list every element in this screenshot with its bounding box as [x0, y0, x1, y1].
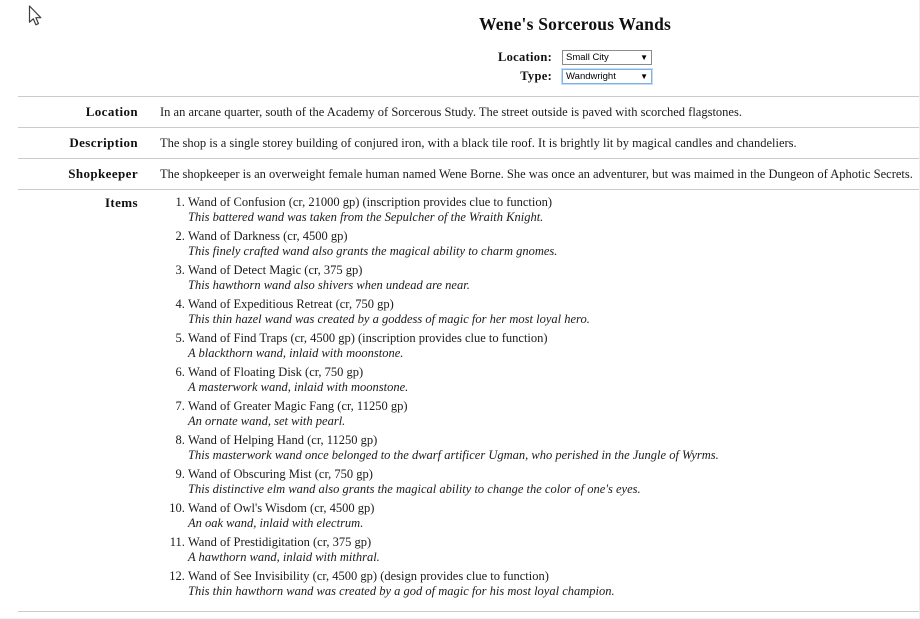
table-row-description	[18, 128, 920, 159]
item-name: 11. Wand of Prestidigitation (cr, 375 gp)	[188, 535, 372, 549]
dropdown-arrow-icon: ▼	[640, 72, 649, 81]
item-flavor: This hawthorn wand also shivers when undead are near.	[188, 278, 470, 292]
location-label: Location:	[497, 50, 553, 64]
item-name: 1. Wand of Confusion (cr, 21000 gp) (inscription provides clue to function)	[188, 195, 553, 209]
item-flavor: This thin hazel wand was created by a goddess of magic for her most loyal hero.	[188, 312, 590, 326]
list-item	[188, 229, 920, 259]
list-item	[188, 263, 920, 293]
item-flavor: This finely crafted wand also grants the magical ability to charm gnomes.	[188, 244, 558, 258]
item-name: 4. Wand of Expeditious Retreat (cr, 750 gp)	[188, 297, 394, 311]
list-item	[188, 331, 920, 361]
table-row-location	[18, 97, 920, 128]
item-flavor: This battered wand was taken from the Sepulcher of the Wraith Knight.	[188, 210, 544, 224]
row-label: Shopkeeper	[68, 166, 138, 181]
shop-info-table	[18, 96, 920, 612]
row-text: The shop is a single storey building of conjured iron, with a black tile roof. It is brightly lit by magical candles and chandeliers.	[160, 136, 797, 150]
item-flavor: A blackthorn wand, inlaid with moonstone.	[188, 346, 404, 360]
item-name: 3. Wand of Detect Magic (cr, 375 gp)	[188, 263, 363, 277]
table-row-shopkeeper	[18, 159, 920, 190]
list-item	[188, 569, 920, 599]
item-name: 6. Wand of Floating Disk (cr, 750 gp)	[188, 365, 364, 379]
page	[0, 14, 920, 612]
list-item	[188, 195, 920, 225]
items-list	[160, 195, 920, 599]
item-name: 8. Wand of Helping Hand (cr, 11250 gp)	[188, 433, 378, 447]
row-text	[138, 195, 920, 603]
list-item	[188, 399, 920, 429]
item-flavor: A hawthorn wand, inlaid with mithral.	[188, 550, 380, 564]
type-select[interactable]	[562, 69, 652, 84]
row-text: In an arcane quarter, south of the Academy of Sorcerous Study. The street outside is paved with scorched flagstones.	[160, 105, 742, 119]
item-name: 5. Wand of Find Traps (cr, 4500 gp) (inscription provides clue to function)	[188, 331, 548, 345]
item-name: 12. Wand of See Invisibility (cr, 4500 gp) (design provides clue to function)	[188, 569, 549, 583]
dropdown-arrow-icon: ▼	[640, 53, 649, 62]
page-title: Wene's Sorcerous Wands	[478, 14, 672, 34]
item-flavor: This masterwork wand once belonged to the dwarf artificer Ugman, who perished in the Jungle of Wyrms.	[188, 448, 719, 462]
row-text: The shopkeeper is an overweight female human named Wene Borne. She was once an adventurer, but was maimed in the Dungeon of Aphotic Secrets.	[160, 167, 913, 181]
item-flavor: An oak wand, inlaid with electrum.	[188, 516, 364, 530]
item-name: 2. Wand of Darkness (cr, 4500 gp)	[188, 229, 348, 243]
list-item	[188, 501, 920, 531]
item-name: 10. Wand of Owl's Wisdom (cr, 4500 gp)	[188, 501, 375, 515]
item-flavor: This distinctive elm wand also grants the magical ability to change the color of one's eyes.	[188, 482, 641, 496]
location-select-value: Small City	[566, 52, 609, 63]
list-item	[188, 433, 920, 463]
list-item	[188, 467, 920, 497]
table-row-items	[18, 190, 920, 612]
type-select-value: Wandwright	[566, 71, 616, 82]
generator-form	[498, 50, 652, 84]
list-item	[188, 365, 920, 395]
type-label: Type:	[520, 69, 553, 83]
item-flavor: This thin hawthorn wand was created by a god of magic for his most loyal champion.	[188, 584, 615, 598]
row-label: Location	[85, 104, 138, 119]
item-flavor: A masterwork wand, inlaid with moonstone.	[188, 380, 409, 394]
item-name: 9. Wand of Obscuring Mist (cr, 750 gp)	[188, 467, 373, 481]
item-flavor: An ornate wand, set with pearl.	[188, 414, 346, 428]
row-label: Items	[104, 195, 138, 210]
list-item	[188, 297, 920, 327]
row-label: Description	[69, 135, 138, 150]
location-select[interactable]	[562, 50, 652, 65]
list-item	[188, 535, 920, 565]
item-name: 7. Wand of Greater Magic Fang (cr, 11250 gp)	[188, 399, 408, 413]
